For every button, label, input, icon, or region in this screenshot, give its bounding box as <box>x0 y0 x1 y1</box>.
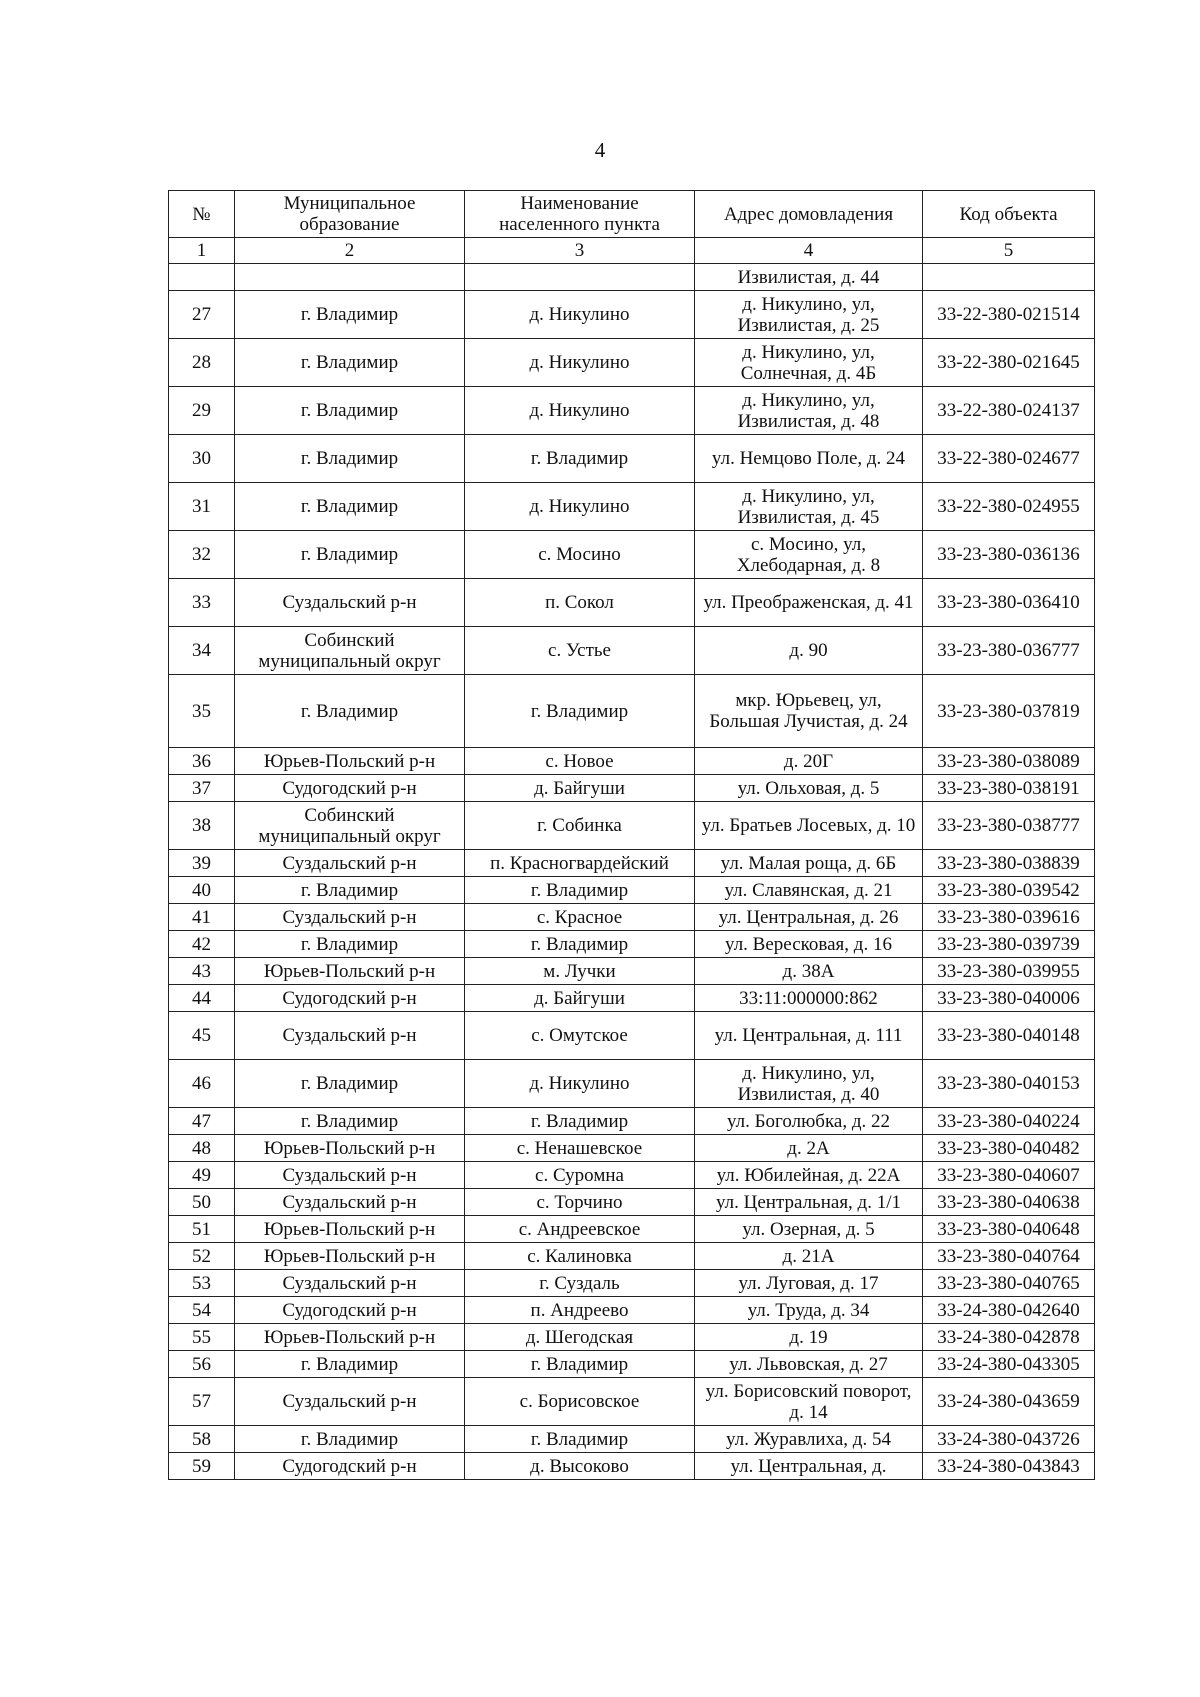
cell-address: ул. Боголюбка, д. 22 <box>695 1108 923 1135</box>
column-number: 4 <box>695 238 923 264</box>
cell-address: ул. Ольховая, д. 5 <box>695 775 923 802</box>
table-row <box>169 1453 1095 1480</box>
cell-municipality: г. Владимир <box>235 435 465 483</box>
cell-object-code: 33-23-380-040648 <box>923 1216 1095 1243</box>
cell-address: ул. Немцово Поле, д. 24 <box>695 435 923 483</box>
cell-settlement: п. Красногвардейский <box>465 850 695 877</box>
cell-object-code: 33-23-380-037819 <box>923 675 1095 748</box>
cell-address: д. 90 <box>695 627 923 675</box>
cell-number: 32 <box>169 531 235 579</box>
cell-settlement: г. Владимир <box>465 1108 695 1135</box>
cell-address: д. Никулино, ул, Извилистая, д. 48 <box>695 387 923 435</box>
cell-address: ул. Преображенская, д. 41 <box>695 579 923 627</box>
cell-municipality: Судогодский р-н <box>235 985 465 1012</box>
cell-settlement: г. Владимир <box>465 877 695 904</box>
cell-number: 53 <box>169 1270 235 1297</box>
column-number: 1 <box>169 238 235 264</box>
table-row <box>169 1297 1095 1324</box>
cell-settlement: с. Устье <box>465 627 695 675</box>
cell-settlement: с. Борисовское <box>465 1378 695 1426</box>
table-row <box>169 1378 1095 1426</box>
cell-municipality: Суздальский р-н <box>235 904 465 931</box>
cell-municipality: г. Владимир <box>235 675 465 748</box>
cell-number: 30 <box>169 435 235 483</box>
cell-number: 42 <box>169 931 235 958</box>
cell-object-code: 33-24-380-043305 <box>923 1351 1095 1378</box>
table-row <box>169 1060 1095 1108</box>
column-number: 5 <box>923 238 1095 264</box>
cell-object-code: 33-23-380-039739 <box>923 931 1095 958</box>
header-settlement: Наименование населенного пункта <box>465 191 695 238</box>
table-row <box>169 579 1095 627</box>
cell-settlement: д. Никулино <box>465 1060 695 1108</box>
page-number: 4 <box>594 138 606 162</box>
table-row <box>169 904 1095 931</box>
cell-number: 58 <box>169 1426 235 1453</box>
cell-settlement: с. Торчино <box>465 1189 695 1216</box>
cell-number: 54 <box>169 1297 235 1324</box>
cell-settlement: с. Андреевское <box>465 1216 695 1243</box>
cell-number: 55 <box>169 1324 235 1351</box>
cell-settlement: г. Владимир <box>465 931 695 958</box>
cell-number: 27 <box>169 291 235 339</box>
cell-number: 56 <box>169 1351 235 1378</box>
column-number: 2 <box>235 238 465 264</box>
table-row <box>169 931 1095 958</box>
cell-municipality: Суздальский р-н <box>235 1189 465 1216</box>
cell-settlement: с. Омутское <box>465 1012 695 1060</box>
cell-address: д. 21А <box>695 1243 923 1270</box>
cell-address: ул. Луговая, д. 17 <box>695 1270 923 1297</box>
cell-address: ул. Славянская, д. 21 <box>695 877 923 904</box>
cell-object-code: 33-22-380-024677 <box>923 435 1095 483</box>
cell-address: д. Никулино, ул, Извилистая, д. 40 <box>695 1060 923 1108</box>
cell-number: 45 <box>169 1012 235 1060</box>
cell-object-code: 33-22-380-024137 <box>923 387 1095 435</box>
cell-settlement: с. Мосино <box>465 531 695 579</box>
cell-object-code: 33-23-380-038089 <box>923 748 1095 775</box>
cell-address: д. Никулино, ул, Солнечная, д. 4Б <box>695 339 923 387</box>
table-row <box>169 1351 1095 1378</box>
cell-number: 31 <box>169 483 235 531</box>
cell-number: 39 <box>169 850 235 877</box>
households-table <box>168 190 1095 1480</box>
cell-address: ул. Львовская, д. 27 <box>695 1351 923 1378</box>
cell-municipality: г. Владимир <box>235 1108 465 1135</box>
cell-address: д. Никулино, ул, Извилистая, д. 45 <box>695 483 923 531</box>
cell-object-code: 33-23-380-036777 <box>923 627 1095 675</box>
table-row <box>169 675 1095 748</box>
cell-settlement: д. Никулино <box>465 291 695 339</box>
cell-settlement: м. Лучки <box>465 958 695 985</box>
cell-number: 59 <box>169 1453 235 1480</box>
cell-settlement: с. Ненашевское <box>465 1135 695 1162</box>
cell-municipality: г. Владимир <box>235 483 465 531</box>
table-row <box>169 483 1095 531</box>
cell-municipality: г. Владимир <box>235 291 465 339</box>
cell-address: ул. Труда, д. 34 <box>695 1297 923 1324</box>
cell-number: 28 <box>169 339 235 387</box>
cell-municipality: г. Владимир <box>235 339 465 387</box>
cell-settlement: с. Калиновка <box>465 1243 695 1270</box>
table-row <box>169 1426 1095 1453</box>
table-row <box>169 850 1095 877</box>
table-row <box>169 1270 1095 1297</box>
cell-number: 51 <box>169 1216 235 1243</box>
cell-object-code: 33-23-380-040482 <box>923 1135 1095 1162</box>
cell-number: 33 <box>169 579 235 627</box>
cell-settlement: д. Никулино <box>465 339 695 387</box>
cell-address: д. 2А <box>695 1135 923 1162</box>
cell-municipality: г. Владимир <box>235 531 465 579</box>
table-row <box>169 1012 1095 1060</box>
cell-number: 47 <box>169 1108 235 1135</box>
cell-municipality: г. Владимир <box>235 1351 465 1378</box>
cell-object-code: 33-23-380-039542 <box>923 877 1095 904</box>
table-row <box>169 435 1095 483</box>
cell-number: 57 <box>169 1378 235 1426</box>
cell-number: 48 <box>169 1135 235 1162</box>
cell-number: 50 <box>169 1189 235 1216</box>
cell-object-code: 33-24-380-043659 <box>923 1378 1095 1426</box>
cell-address: ул. Малая роща, д. 6Б <box>695 850 923 877</box>
cell-municipality: г. Владимир <box>235 877 465 904</box>
cell-object-code: 33-23-380-036410 <box>923 579 1095 627</box>
cell-municipality: Суздальский р-н <box>235 850 465 877</box>
cell-municipality: Юрьев-Польский р-н <box>235 1216 465 1243</box>
cell-number <box>169 264 235 291</box>
header-address: Адрес домовладения <box>695 191 923 238</box>
cell-municipality: Собинский муниципальный округ <box>235 802 465 850</box>
cell-address: ул. Центральная, д. 111 <box>695 1012 923 1060</box>
cell-number: 44 <box>169 985 235 1012</box>
table-row <box>169 291 1095 339</box>
cell-object-code: 33-23-380-040148 <box>923 1012 1095 1060</box>
table-row <box>169 1216 1095 1243</box>
cell-object-code: 33-24-380-042640 <box>923 1297 1095 1324</box>
cell-object-code: 33-23-380-038839 <box>923 850 1095 877</box>
cell-address: ул. Братьев Лосевых, д. 10 <box>695 802 923 850</box>
cell-number: 41 <box>169 904 235 931</box>
cell-address: мкр. Юрьевец, ул, Большая Лучистая, д. 24 <box>695 675 923 748</box>
cell-object-code: 33-23-380-038191 <box>923 775 1095 802</box>
cell-object-code: 33-24-380-042878 <box>923 1324 1095 1351</box>
header-object-code: Код объекта <box>923 191 1095 238</box>
table-row <box>169 531 1095 579</box>
cell-object-code <box>923 264 1095 291</box>
cell-object-code: 33-23-380-040224 <box>923 1108 1095 1135</box>
header-number: № <box>169 191 235 238</box>
cell-object-code: 33-22-380-024955 <box>923 483 1095 531</box>
cell-address: с. Мосино, ул, Хлебодарная, д. 8 <box>695 531 923 579</box>
table-row <box>169 802 1095 850</box>
cell-settlement: г. Владимир <box>465 435 695 483</box>
cell-number: 36 <box>169 748 235 775</box>
cell-municipality: Судогодский р-н <box>235 775 465 802</box>
cell-address: Извилистая, д. 44 <box>695 264 923 291</box>
table-row <box>169 1189 1095 1216</box>
cell-municipality <box>235 264 465 291</box>
cell-settlement: г. Суздаль <box>465 1270 695 1297</box>
header-row <box>169 191 1095 238</box>
table-row <box>169 627 1095 675</box>
cell-address: д. 20Г <box>695 748 923 775</box>
cell-object-code: 33-23-380-039616 <box>923 904 1095 931</box>
cell-address: ул. Борисовский поворот, д. 14 <box>695 1378 923 1426</box>
cell-settlement: п. Сокол <box>465 579 695 627</box>
cell-municipality: Юрьев-Польский р-н <box>235 748 465 775</box>
cell-number: 43 <box>169 958 235 985</box>
cell-municipality: Судогодский р-н <box>235 1297 465 1324</box>
table-row <box>169 775 1095 802</box>
cell-address: ул. Центральная, д. <box>695 1453 923 1480</box>
table-row <box>169 1135 1095 1162</box>
cell-settlement: д. Никулино <box>465 483 695 531</box>
cell-municipality: г. Владимир <box>235 387 465 435</box>
cell-municipality: Суздальский р-н <box>235 1378 465 1426</box>
cell-object-code: 33-23-380-040764 <box>923 1243 1095 1270</box>
cell-address: 33:11:000000:862 <box>695 985 923 1012</box>
cell-settlement: с. Суромна <box>465 1162 695 1189</box>
table-row <box>169 264 1095 291</box>
cell-address: ул. Центральная, д. 1/1 <box>695 1189 923 1216</box>
cell-municipality: Юрьев-Польский р-н <box>235 1243 465 1270</box>
table-row <box>169 1243 1095 1270</box>
table-row <box>169 1162 1095 1189</box>
cell-settlement: г. Владимир <box>465 1351 695 1378</box>
table-row <box>169 1324 1095 1351</box>
table-row <box>169 958 1095 985</box>
cell-municipality: Юрьев-Польский р-н <box>235 1135 465 1162</box>
cell-number: 52 <box>169 1243 235 1270</box>
cell-address: д. 38А <box>695 958 923 985</box>
cell-object-code: 33-23-380-040607 <box>923 1162 1095 1189</box>
cell-object-code: 33-23-380-040765 <box>923 1270 1095 1297</box>
cell-object-code: 33-23-380-039955 <box>923 958 1095 985</box>
cell-settlement: д. Никулино <box>465 387 695 435</box>
cell-settlement: д. Высоково <box>465 1453 695 1480</box>
cell-municipality: Суздальский р-н <box>235 1162 465 1189</box>
cell-settlement: д. Байгуши <box>465 775 695 802</box>
cell-settlement: г. Владимир <box>465 675 695 748</box>
cell-address: д. 19 <box>695 1324 923 1351</box>
cell-object-code: 33-24-380-043726 <box>923 1426 1095 1453</box>
cell-address: ул. Юбилейная, д. 22А <box>695 1162 923 1189</box>
cell-number: 40 <box>169 877 235 904</box>
cell-address: ул. Озерная, д. 5 <box>695 1216 923 1243</box>
cell-settlement: с. Новое <box>465 748 695 775</box>
cell-settlement: г. Владимир <box>465 1426 695 1453</box>
table-row <box>169 877 1095 904</box>
cell-number: 46 <box>169 1060 235 1108</box>
cell-object-code: 33-23-380-038777 <box>923 802 1095 850</box>
cell-municipality: Юрьев-Польский р-н <box>235 958 465 985</box>
cell-object-code: 33-24-380-043843 <box>923 1453 1095 1480</box>
table-row <box>169 339 1095 387</box>
cell-settlement: с. Красное <box>465 904 695 931</box>
cell-number: 34 <box>169 627 235 675</box>
cell-object-code: 33-22-380-021514 <box>923 291 1095 339</box>
cell-object-code: 33-22-380-021645 <box>923 339 1095 387</box>
cell-settlement <box>465 264 695 291</box>
cell-settlement: п. Андреево <box>465 1297 695 1324</box>
cell-object-code: 33-23-380-040006 <box>923 985 1095 1012</box>
cell-municipality: Юрьев-Польский р-н <box>235 1324 465 1351</box>
cell-settlement: г. Собинка <box>465 802 695 850</box>
cell-municipality: г. Владимир <box>235 1426 465 1453</box>
table-row <box>169 387 1095 435</box>
cell-number: 35 <box>169 675 235 748</box>
cell-number: 37 <box>169 775 235 802</box>
cell-object-code: 33-23-380-040638 <box>923 1189 1095 1216</box>
table-body <box>169 264 1095 1480</box>
cell-object-code: 33-23-380-036136 <box>923 531 1095 579</box>
cell-object-code: 33-23-380-040153 <box>923 1060 1095 1108</box>
cell-settlement: д. Байгуши <box>465 985 695 1012</box>
table-row <box>169 985 1095 1012</box>
cell-municipality: Суздальский р-н <box>235 1012 465 1060</box>
cell-address: д. Никулино, ул, Извилистая, д. 25 <box>695 291 923 339</box>
cell-municipality: г. Владимир <box>235 1060 465 1108</box>
table-row <box>169 1108 1095 1135</box>
column-number: 3 <box>465 238 695 264</box>
column-number-row <box>169 238 1095 264</box>
cell-settlement: д. Шегодская <box>465 1324 695 1351</box>
cell-number: 29 <box>169 387 235 435</box>
cell-number: 38 <box>169 802 235 850</box>
cell-municipality: г. Владимир <box>235 931 465 958</box>
cell-municipality: Суздальский р-н <box>235 579 465 627</box>
cell-municipality: Судогодский р-н <box>235 1453 465 1480</box>
header-municipality: Муниципальное образование <box>235 191 465 238</box>
cell-number: 49 <box>169 1162 235 1189</box>
cell-municipality: Суздальский р-н <box>235 1270 465 1297</box>
cell-address: ул. Центральная, д. 26 <box>695 904 923 931</box>
cell-municipality: Собинский муниципальный округ <box>235 627 465 675</box>
table-row <box>169 748 1095 775</box>
cell-address: ул. Вересковая, д. 16 <box>695 931 923 958</box>
cell-address: ул. Журавлиха, д. 54 <box>695 1426 923 1453</box>
